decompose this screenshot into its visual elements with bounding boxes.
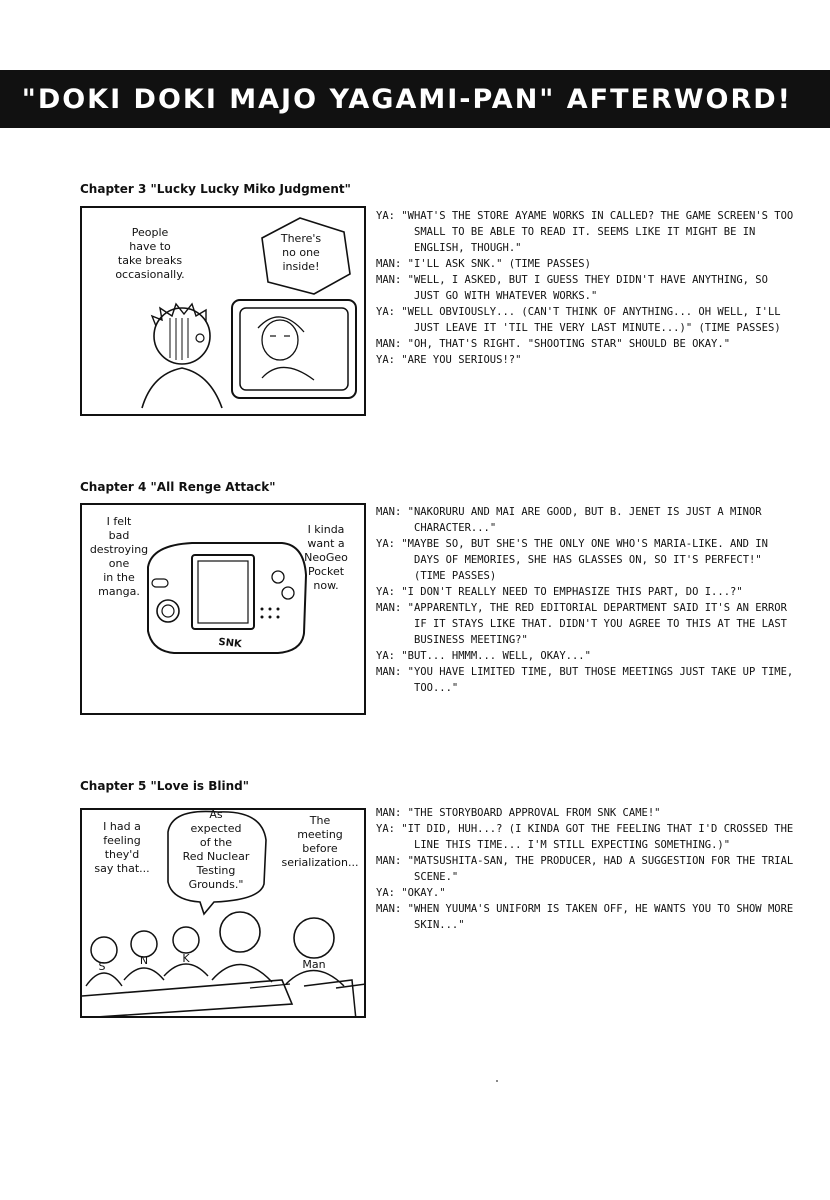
dialogue-line: YA: "ARE YOU SERIOUS!?": [376, 354, 522, 366]
dialogue-line: MAN: "MATSUSHITA-SAN, THE PRODUCER, HAD A SUGGESTION FOR THE TRIAL SCENE.": [376, 855, 794, 883]
dialogue-line: MAN: "I'LL ASK SNK." (TIME PASSES): [376, 258, 591, 270]
dialogue-line: MAN: "THE STORYBOARD APPROVAL FROM SNK CAME!": [376, 807, 661, 819]
afterword-banner: [0, 70, 830, 128]
chapter-3-heading: Chapter 3 "Lucky Lucky Miko Judgment": [80, 182, 351, 196]
chapter-5-bubble-left: I had a feeling they'd say that...: [94, 820, 150, 875]
dialogue-line: YA: "OKAY.": [376, 887, 446, 899]
dialogue-line: YA: "WELL OBVIOUSLY... (CAN'T THINK OF ANYTHING... OH WELL, I'LL JUST LEAVE IT 'TIL THE VERY LAST MINUTE...)" (TIME PASSES): [376, 306, 781, 334]
chapter-3-panel: [80, 206, 366, 416]
device-logo: SNK: [217, 636, 243, 651]
dialogue-line: YA: "WHAT'S THE STORE AYAME WORKS IN CALLED? THE GAME SCREEN'S TOO SMALL TO BE ABLE TO READ IT. SEEMS LIKE IT MIGHT BE IN ENGLISH, THOUGH.": [376, 210, 794, 254]
chapter-5-panel: [80, 808, 366, 1018]
chapter-4-bubble-left: I felt bad destroying one in the manga.: [89, 515, 149, 598]
dialogue-line: MAN: "OH, THAT'S RIGHT. "SHOOTING STAR" SHOULD BE OKAY.": [376, 338, 731, 350]
page-speck: [496, 1080, 498, 1082]
chapter-3-bubble-right: There's no one inside!: [280, 232, 322, 273]
page-title: "DOKI DOKI MAJO YAGAMI-PAN" AFTERWORD!: [21, 83, 792, 115]
dialogue-line: YA: "IT DID, HUH...? (I KINDA GOT THE FEELING THAT I'D CROSSED THE LINE THIS TIME... I'M STILL EXPECTING SOMETHING.)": [376, 823, 794, 851]
chapter-4-dialogue: [376, 504, 794, 696]
person-label-n: N: [139, 954, 149, 967]
person-label-man: Man: [302, 958, 326, 971]
chapter-5-heading: Chapter 5 "Love is Blind": [80, 779, 250, 793]
dialogue-line: YA: "BUT... HMMM... WELL, OKAY...": [376, 650, 591, 662]
chapter-4-panel: [80, 503, 366, 715]
person-label-k: K: [182, 952, 190, 965]
chapter-5-bubble-right: The meeting before serialization...: [281, 814, 359, 869]
dialogue-line: MAN: "APPARENTLY, THE RED EDITORIAL DEPARTMENT SAID IT'S AN ERROR IF IT STAYS LIKE THAT. DIDN'T YOU AGREE TO THIS AT THE LAST BUSINESS MEETING?": [376, 602, 787, 646]
dialogue-line: MAN: "NAKORURU AND MAI ARE GOOD, BUT B. JENET IS JUST A MINOR CHARACTER...": [376, 506, 762, 534]
chapter-5-dialogue: [376, 805, 796, 933]
chapter-3-dialogue: [376, 208, 796, 368]
person-label-s: S: [98, 960, 106, 973]
dialogue-line: MAN: "WHEN YUUMA'S UNIFORM IS TAKEN OFF, HE WANTS YOU TO SHOW MORE SKIN...": [376, 903, 794, 931]
chapter-4-heading: Chapter 4 "All Renge Attack": [80, 480, 276, 494]
dialogue-line: MAN: "WELL, I ASKED, BUT I GUESS THEY DIDN'T HAVE ANYTHING, SO JUST GO WITH WHATEVER WORKS.": [376, 274, 768, 302]
dialogue-line: YA: "I DON'T REALLY NEED TO EMPHASIZE THIS PART, DO I...?": [376, 586, 743, 598]
chapter-5-bubble-center: As expected of the Red Nuclear Testing Grounds.": [182, 808, 250, 891]
dialogue-line: YA: "MAYBE SO, BUT SHE'S THE ONLY ONE WHO'S MARIA-LIKE. AND IN DAYS OF MEMORIES, SHE HAS GLASSES ON, SO IT'S PERFECT!" (TIME PASSES): [376, 538, 768, 582]
chapter-3-bubble-left: People have to take breaks occasionally.: [115, 226, 185, 281]
chapter-4-bubble-right: I kinda want a NeoGeo Pocket now.: [304, 523, 348, 592]
dialogue-line: MAN: "YOU HAVE LIMITED TIME, BUT THOSE MEETINGS JUST TAKE UP TIME, TOO...": [376, 666, 794, 694]
